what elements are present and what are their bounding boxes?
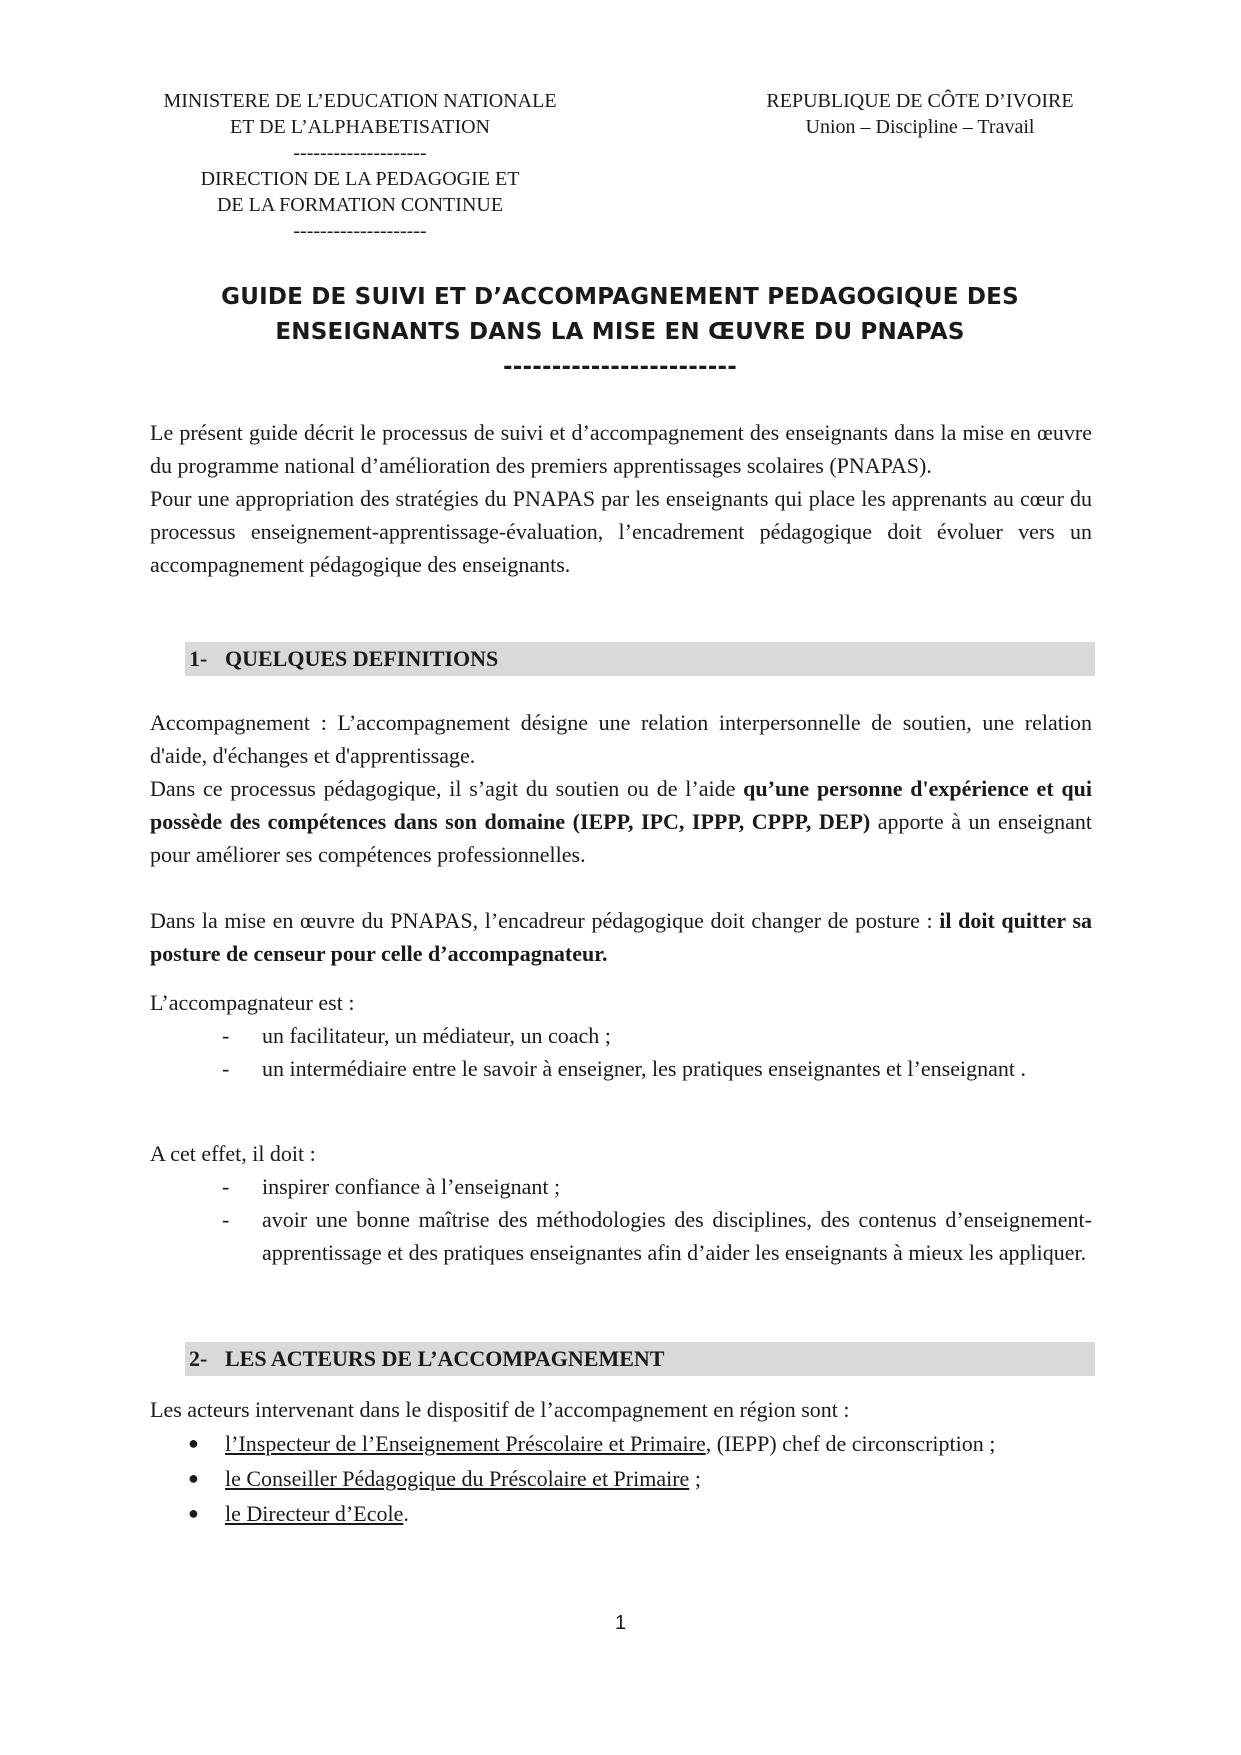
list-item xyxy=(150,1170,1092,1203)
definition-paragraph xyxy=(150,706,1092,772)
section-title: QUELQUES DEFINITIONS xyxy=(225,646,499,671)
effet-list xyxy=(150,1170,1092,1269)
ministry-line: ET DE L’ALPHABETISATION xyxy=(230,116,490,138)
support-bold-text: qu’une personne d'expérience et qui possède des compétences dans son domaine (IEPP, IPC, IPPP, CPPP, DEP) xyxy=(150,776,1092,834)
section-number: 1- xyxy=(189,646,208,671)
section-heading-acteurs xyxy=(185,1342,1095,1376)
accompagnateur-intro xyxy=(150,986,1092,1019)
actor-name: le Directeur d’Ecole xyxy=(225,1501,404,1526)
direction-line: DE LA FORMATION CONTINUE xyxy=(216,194,504,216)
posture-block xyxy=(150,904,1092,970)
definition-text: : L’accompagnement désigne une relation interpersonnelle de soutien, une relation d'aide, d'échanges et d'apprentissage. xyxy=(150,710,1092,768)
definition-term: Accompagnement xyxy=(150,710,311,735)
dash-marker: - xyxy=(222,1207,230,1232)
list-item-text: un intermédiaire entre le savoir à enseigner, les pratiques enseignantes et l’enseignant . xyxy=(262,1056,1026,1081)
title-line: GUIDE DE SUIVI ET D’ACCOMPAGNEMENT PEDAGOGIQUE DES xyxy=(221,284,1019,310)
list-item xyxy=(150,1496,1092,1531)
effet-line: A cet effet, il doit : xyxy=(150,1141,316,1166)
list-item xyxy=(150,1203,1092,1269)
republic-motto: Union – Discipline – Travail xyxy=(805,116,1035,138)
actor-name: l’Inspecteur de l’Enseignement Préscolaire et Primaire xyxy=(225,1431,706,1456)
document-title xyxy=(150,280,1090,385)
list-item xyxy=(150,1052,1092,1085)
page-number: 1 xyxy=(614,1612,627,1634)
acteurs-intro-line: Les acteurs intervenant dans le dispositif de l’accompagnement en région sont : xyxy=(150,1397,850,1422)
list-item-text: avoir une bonne maîtrise des méthodologies des disciplines, des contenus d’enseignement-apprentissage et des pratiques enseignantes afin d’aider les enseignants à mieux les appliquer. xyxy=(262,1207,1092,1265)
actor-detail: , (IEPP) chef de circonscription ; xyxy=(705,1431,996,1456)
actor-detail: ; xyxy=(689,1466,701,1491)
ministry-header xyxy=(140,88,580,244)
intro-text xyxy=(150,416,1092,581)
section-heading-definitions xyxy=(185,642,1095,676)
republic-name: REPUBLIQUE DE CÔTE D’IVOIRE xyxy=(766,90,1074,112)
intro-paragraph: Le présent guide décrit le processus de suivi et d’accompagnement des enseignants dans la mise en œuvre du programme national d’amélioration des premiers apprentissages scolaires (PNAPAS). xyxy=(150,420,1092,478)
accompagnateur-rest: est : xyxy=(312,990,355,1015)
bullet-marker: ● xyxy=(188,1433,199,1453)
acteurs-intro xyxy=(150,1393,1092,1426)
dash-marker: - xyxy=(222,1056,230,1081)
posture-text: Dans la mise en œuvre du PNAPAS, l’encadreur pédagogique doit changer de posture : xyxy=(150,908,940,933)
list-item xyxy=(150,1426,1092,1461)
support-paragraph xyxy=(150,772,1092,871)
accompagnateur-line xyxy=(150,986,1092,1019)
acteurs-list xyxy=(150,1426,1092,1531)
bullet-marker: ● xyxy=(188,1503,199,1523)
header-separator: -------------------- xyxy=(293,220,427,242)
accompagnateur-list xyxy=(150,1019,1092,1085)
header-separator: -------------------- xyxy=(293,142,427,164)
definitions-block xyxy=(150,706,1092,871)
intro-paragraph: Pour une appropriation des stratégies du PNAPAS par les enseignants qui place les apprenants au cœur du processus enseignement-apprentissage-évaluation, l’encadrement pédagogique doit évoluer vers un accompagnement pédagogique des enseignants. xyxy=(150,486,1092,577)
section-number: 2- xyxy=(189,1346,208,1371)
support-text: Dans ce processus pédagogique, il s’agit du soutien ou de l’aide xyxy=(150,776,744,801)
title-line: ENSEIGNANTS DANS LA MISE EN ŒUVRE DU PNAPAS xyxy=(275,319,965,345)
posture-bold-text: il doit quitter sa posture de censeur pour celle d’accompagnateur. xyxy=(150,908,1092,966)
ministry-line: MINISTERE DE L’EDUCATION NATIONALE xyxy=(163,90,557,112)
actor-detail: . xyxy=(403,1501,409,1526)
list-item xyxy=(150,1461,1092,1496)
list-item xyxy=(150,1019,1092,1052)
list-item-text: inspirer confiance à l’enseignant ; xyxy=(262,1174,561,1199)
list-item-text: un facilitateur, un médiateur, un coach ; xyxy=(262,1023,611,1048)
section-title: LES ACTEURS DE L’ACCOMPAGNEMENT xyxy=(225,1346,665,1371)
dash-marker: - xyxy=(222,1023,230,1048)
effet-intro xyxy=(150,1137,1092,1170)
support-text-end: apporte à un enseignant pour améliorer ses compétences professionnelles. xyxy=(150,809,1093,867)
bullet-marker: ● xyxy=(188,1468,199,1488)
title-rule: ------------------------ xyxy=(503,354,737,380)
dash-marker: - xyxy=(222,1174,230,1199)
posture-paragraph xyxy=(150,904,1092,970)
republic-header xyxy=(730,88,1110,140)
actor-name: le Conseiller Pédagogique du Préscolaire et Primaire xyxy=(225,1466,690,1491)
accompagnateur-term: L’accompagnateur xyxy=(150,990,313,1015)
direction-line: DIRECTION DE LA PEDAGOGIE ET xyxy=(200,168,520,190)
